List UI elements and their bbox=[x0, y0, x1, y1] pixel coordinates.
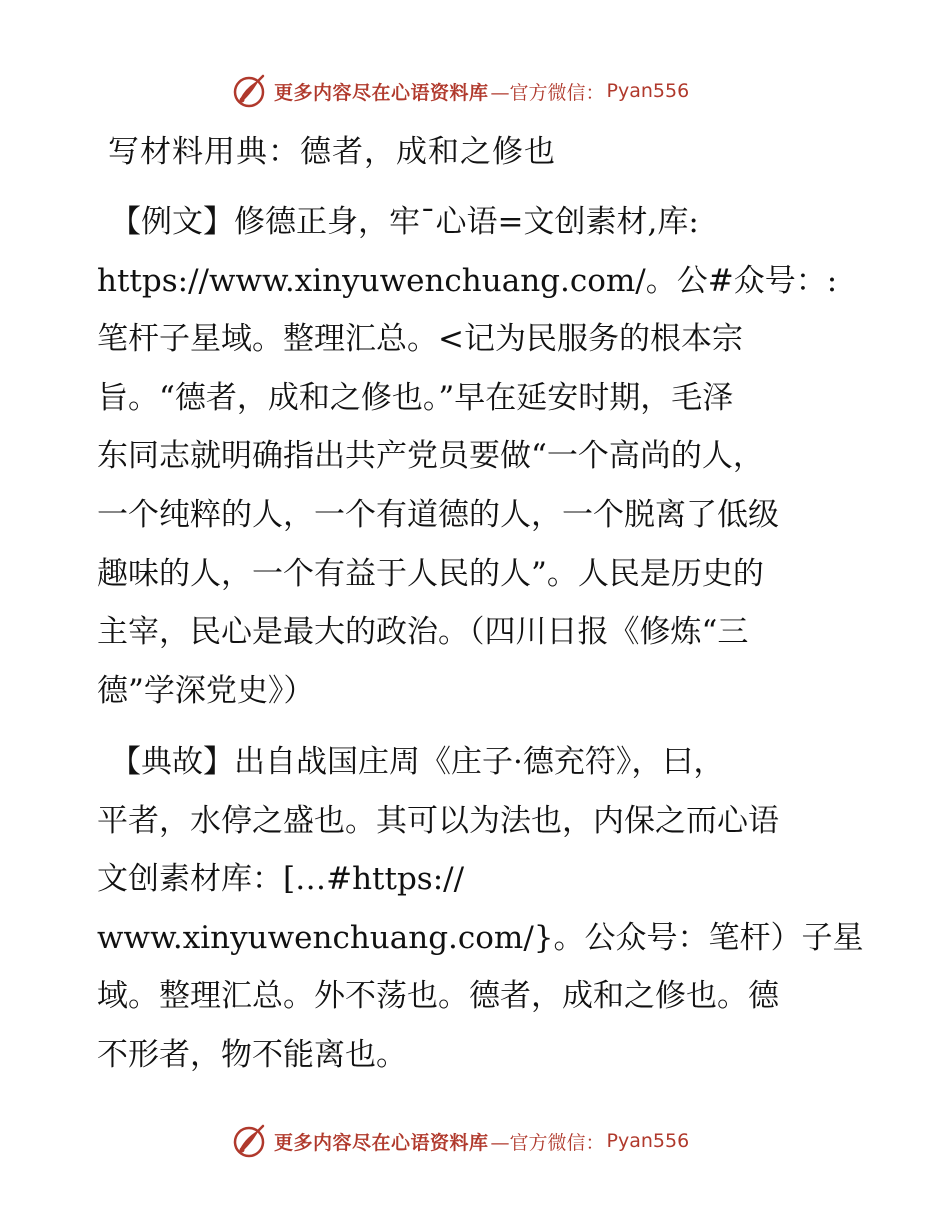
allusion-line: 域。整理汇总。外不荡也。德者，成和之修也。德 bbox=[97, 978, 779, 1015]
example-line: 主宰，民心是最大的政治。（四川日报《修炼“三 bbox=[97, 614, 749, 651]
brush-logo-icon bbox=[232, 73, 268, 109]
banner-separator: —官方微信： bbox=[490, 1131, 605, 1154]
allusion-paragraph bbox=[97, 733, 864, 1085]
example-line: 德”学深党史》） bbox=[97, 672, 315, 709]
document-title: 写材料用典：德者，成和之修也 bbox=[108, 134, 556, 170]
example-line: 【例文】修德正身，牢¯心语=文创素材,库: bbox=[110, 204, 699, 240]
example-line: 笔杆子星域。整理汇总。<记为民服务的根本宗 bbox=[97, 321, 743, 358]
example-line: 一个纯粹的人，一个有道德的人，一个脱离了低级 bbox=[97, 496, 779, 533]
wechat-id: Pyan556 bbox=[606, 80, 690, 102]
footer-banner bbox=[232, 1122, 689, 1160]
example-line: 趣味的人，一个有益于人民的人”。人民是历史的 bbox=[97, 555, 764, 592]
allusion-line: 【典故】出自战国庄周《庄子·德充符》，曰， bbox=[110, 744, 725, 780]
allusion-line: 不形者，物不能离也。 bbox=[97, 1036, 407, 1073]
banner-text: 更多内容尽在心语资料库 bbox=[274, 81, 489, 104]
example-line: 旨。“德者，成和之修也。”早在延安时期，毛泽 bbox=[97, 379, 734, 416]
example-line: https://www.xinyuwenchuang.com/。公#众号：: bbox=[97, 262, 838, 299]
banner-text: 更多内容尽在心语资料库 bbox=[274, 1131, 489, 1154]
example-line: 东同志就明确指出共产党员要做“一个高尚的人， bbox=[97, 438, 764, 475]
example-paragraph bbox=[97, 193, 857, 720]
header-banner bbox=[232, 72, 689, 110]
allusion-line: 平者，水停之盛也。其可以为法也，内保之而心语 bbox=[97, 802, 779, 839]
wechat-id: Pyan556 bbox=[606, 1130, 690, 1152]
allusion-line: www.xinyuwenchuang.com/}。公众号：笔杆）子星 bbox=[97, 919, 864, 956]
allusion-line: 文创素材库：[…#https:// bbox=[97, 861, 465, 898]
brush-logo-icon bbox=[232, 1123, 268, 1159]
banner-separator: —官方微信： bbox=[490, 81, 605, 104]
